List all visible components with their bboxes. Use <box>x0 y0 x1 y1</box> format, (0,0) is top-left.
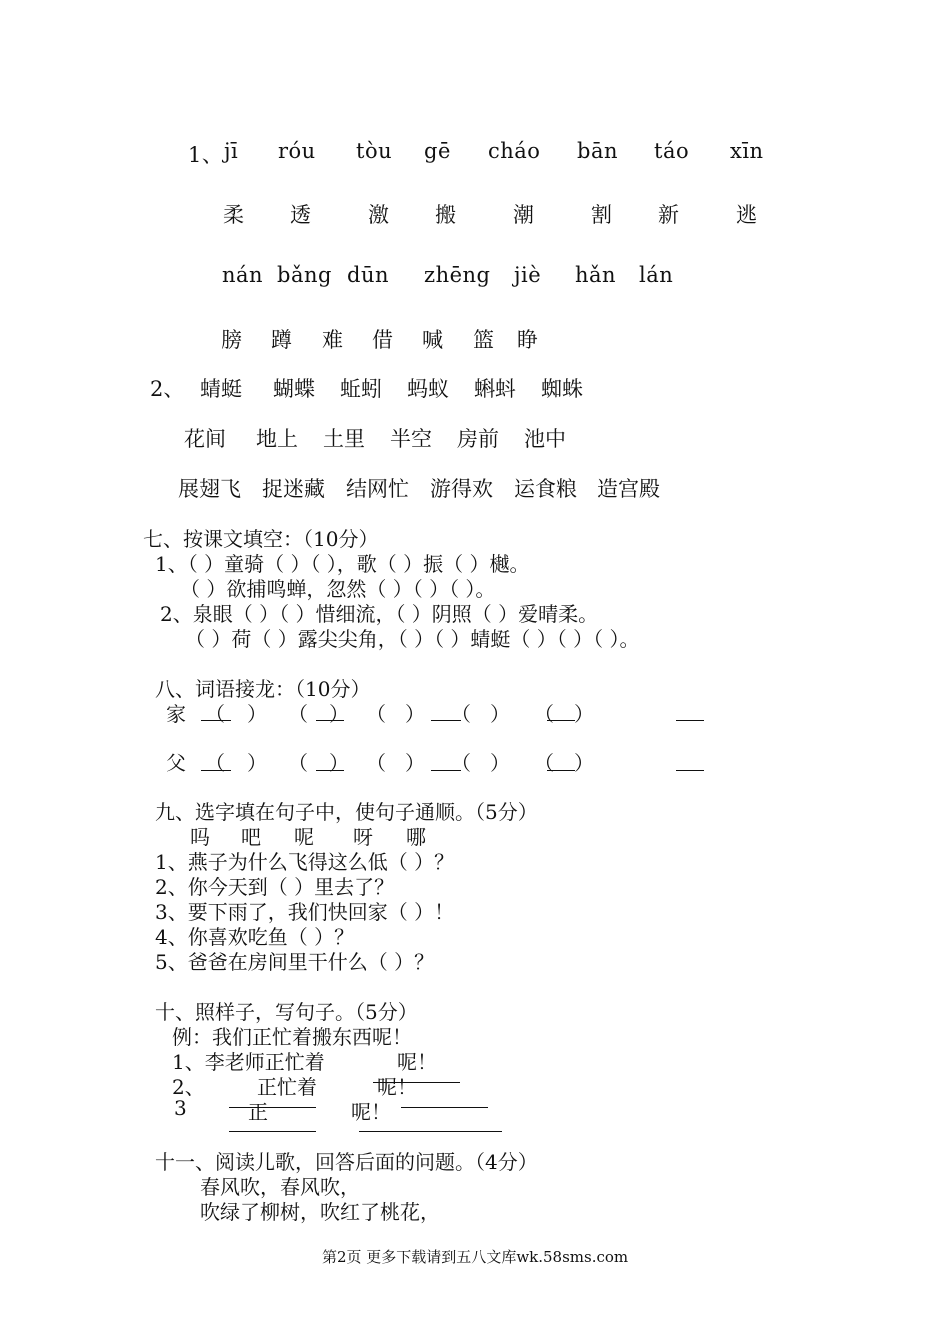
q10-line3-number: 3 <box>174 1096 187 1120</box>
q6-part2-number: 2、 <box>150 377 185 401</box>
answer-blank[interactable] <box>547 770 575 771</box>
answer-blank[interactable] <box>547 720 575 721</box>
action-item: 展翅飞 <box>178 477 241 501</box>
hanzi-item: 割 <box>591 203 612 227</box>
paren-open: （ <box>205 702 225 726</box>
q9-sentence: 4、你喜欢吃鱼（ ）？ <box>155 925 355 949</box>
paren-close: ） <box>329 751 349 775</box>
answer-blank[interactable] <box>201 720 231 721</box>
paren-open: （ <box>534 702 554 726</box>
choice-word: 哪 <box>406 825 426 849</box>
pinyin-item: gē <box>424 139 451 163</box>
hanzi-item: 逃 <box>736 203 757 227</box>
paren-close: ） <box>574 702 594 726</box>
writing-line[interactable] <box>229 1131 316 1132</box>
paren-close: ） <box>574 751 594 775</box>
answer-blank[interactable] <box>431 770 461 771</box>
paren-close: ） <box>405 702 425 726</box>
q10-title: 十、照样子，写句子。（5分） <box>155 1000 418 1024</box>
q7-line: 2、泉眼（ ）（ ）惜细流，（ ）阴照（ ）爱晴柔。 <box>160 602 599 626</box>
paren-close: ） <box>247 751 267 775</box>
pinyin-item: bǎng <box>277 263 332 287</box>
writing-line[interactable] <box>359 1131 502 1132</box>
action-item: 游得欢 <box>430 477 493 501</box>
paren-close: ） <box>329 702 349 726</box>
q9-sentence: 3、要下雨了，我们快回家（ ）！ <box>155 900 455 924</box>
place-item: 花间 <box>184 427 226 451</box>
q9-sentence: 1、燕子为什么飞得这么低（ ）？ <box>155 850 455 874</box>
paren-open: （ <box>366 751 386 775</box>
choice-word: 呢 <box>294 825 314 849</box>
hanzi-item: 蹲 <box>271 328 292 352</box>
pinyin-item: tòu <box>356 139 393 163</box>
choice-word: 吗 <box>190 825 210 849</box>
paren-open: （ <box>366 702 386 726</box>
hanzi-item: 睁 <box>517 328 538 352</box>
pinyin-item: lán <box>639 263 674 287</box>
pinyin-item: jī <box>224 139 239 163</box>
hanzi-item: 搬 <box>435 203 456 227</box>
action-item: 捉迷藏 <box>262 477 325 501</box>
action-item: 结网忙 <box>346 477 409 501</box>
hanzi-item: 新 <box>658 203 679 227</box>
q10-line2-end: 呢！ <box>377 1075 417 1099</box>
place-item: 池中 <box>524 427 566 451</box>
pinyin-item: dūn <box>347 263 389 287</box>
q8-title: 八、词语接龙：（10分） <box>155 677 371 701</box>
q7-title: 七、按课文填空：（10分） <box>143 527 379 551</box>
hanzi-item: 潮 <box>513 203 534 227</box>
q10-line3-end: 呢！ <box>351 1100 391 1124</box>
place-item: 地上 <box>256 427 298 451</box>
insect-item: 蚂蚁 <box>407 377 449 401</box>
hanzi-item: 激 <box>368 203 389 227</box>
poem-line: 春风吹，春风吹， <box>200 1175 360 1199</box>
answer-blank[interactable] <box>201 770 231 771</box>
q9-title: 九、选字填在句子中，使句子通顺。（5分） <box>155 800 538 824</box>
action-item: 运食粮 <box>514 477 577 501</box>
q9-sentence: 5、爸爸在房间里干什么（ ）？ <box>155 950 435 974</box>
answer-blank[interactable] <box>316 720 344 721</box>
answer-blank[interactable] <box>676 770 704 771</box>
paren-open: （ <box>288 702 308 726</box>
insect-item: 蜘蛛 <box>541 377 583 401</box>
hanzi-item: 柔 <box>223 203 244 227</box>
pinyin-item: xīn <box>730 139 764 163</box>
q9-sentence: 2、你今天到（ ）里去了？ <box>155 875 395 899</box>
pinyin-item: táo <box>654 139 690 163</box>
page-footer: 第2页 更多下载请到五八文库wk.58sms.com <box>322 1248 629 1266</box>
choice-word: 吧 <box>241 825 261 849</box>
place-item: 半空 <box>390 427 432 451</box>
q7-line: （ ）欲捕鸣蝉，忽然（ ）（ ）（ ）。 <box>180 577 496 601</box>
insect-item: 蝌蚪 <box>474 377 516 401</box>
paren-open: （ <box>288 751 308 775</box>
place-item: 房前 <box>457 427 499 451</box>
hanzi-item: 喊 <box>422 328 443 352</box>
pinyin-item: cháo <box>488 139 541 163</box>
pinyin-item: nán <box>222 263 264 287</box>
action-item: 造宫殿 <box>597 477 660 501</box>
answer-blank[interactable] <box>431 720 461 721</box>
q10-line1-suffix: 呢！ <box>397 1050 437 1074</box>
q7-line: 1、（ ）童骑（ ）（ ），歌（ ）振（ ）樾。 <box>155 552 530 576</box>
writing-line[interactable] <box>229 1107 316 1108</box>
q10-line3-middle: 正 <box>248 1100 268 1124</box>
choice-word: 呀 <box>353 825 373 849</box>
place-item: 土里 <box>323 427 365 451</box>
chain-start-word: 家 <box>166 702 186 726</box>
answer-blank[interactable] <box>316 770 344 771</box>
q10-line1-prefix: 1、李老师正忙着 <box>172 1050 325 1074</box>
poem-line: 吹绿了柳树，吹红了桃花， <box>200 1200 440 1224</box>
hanzi-item: 借 <box>372 328 393 352</box>
paren-open: （ <box>205 751 225 775</box>
paren-close: ） <box>247 702 267 726</box>
paren-open: （ <box>451 702 471 726</box>
insect-item: 蚯蚓 <box>340 377 382 401</box>
hanzi-item: 难 <box>322 328 343 352</box>
pinyin-item: zhēng <box>424 263 491 287</box>
hanzi-item: 透 <box>290 203 311 227</box>
writing-line[interactable] <box>401 1107 488 1108</box>
q10-example: 例：我们正忙着搬东西呢！ <box>172 1025 412 1049</box>
paren-close: ） <box>490 751 510 775</box>
hanzi-item: 篮 <box>473 328 494 352</box>
q11-title: 十一、阅读儿歌，回答后面的问题。（4分） <box>155 1150 538 1174</box>
paren-close: ） <box>490 702 510 726</box>
pinyin-item: hǎn <box>575 263 617 287</box>
pinyin-item: bān <box>577 139 618 163</box>
q10-line2-middle: 正忙着 <box>257 1075 317 1099</box>
insect-item: 蜻蜓 <box>200 377 242 401</box>
pinyin-item: jiè <box>514 263 542 287</box>
paren-open: （ <box>451 751 471 775</box>
q7-line: （ ）荷（ ）露尖尖角，（ ）（ ）蜻蜓（ ）（ ）（ ）。 <box>185 627 640 651</box>
q6-part1-number: 1、 <box>188 143 224 167</box>
writing-line[interactable] <box>373 1082 460 1083</box>
chain-start-word: 父 <box>166 751 186 775</box>
answer-blank[interactable] <box>676 720 704 721</box>
paren-open: （ <box>534 751 554 775</box>
paren-close: ） <box>405 751 425 775</box>
hanzi-item: 膀 <box>221 328 242 352</box>
q10-line2-number: 2、 <box>172 1075 205 1099</box>
pinyin-item: róu <box>278 139 316 163</box>
insect-item: 蝴蝶 <box>273 377 315 401</box>
